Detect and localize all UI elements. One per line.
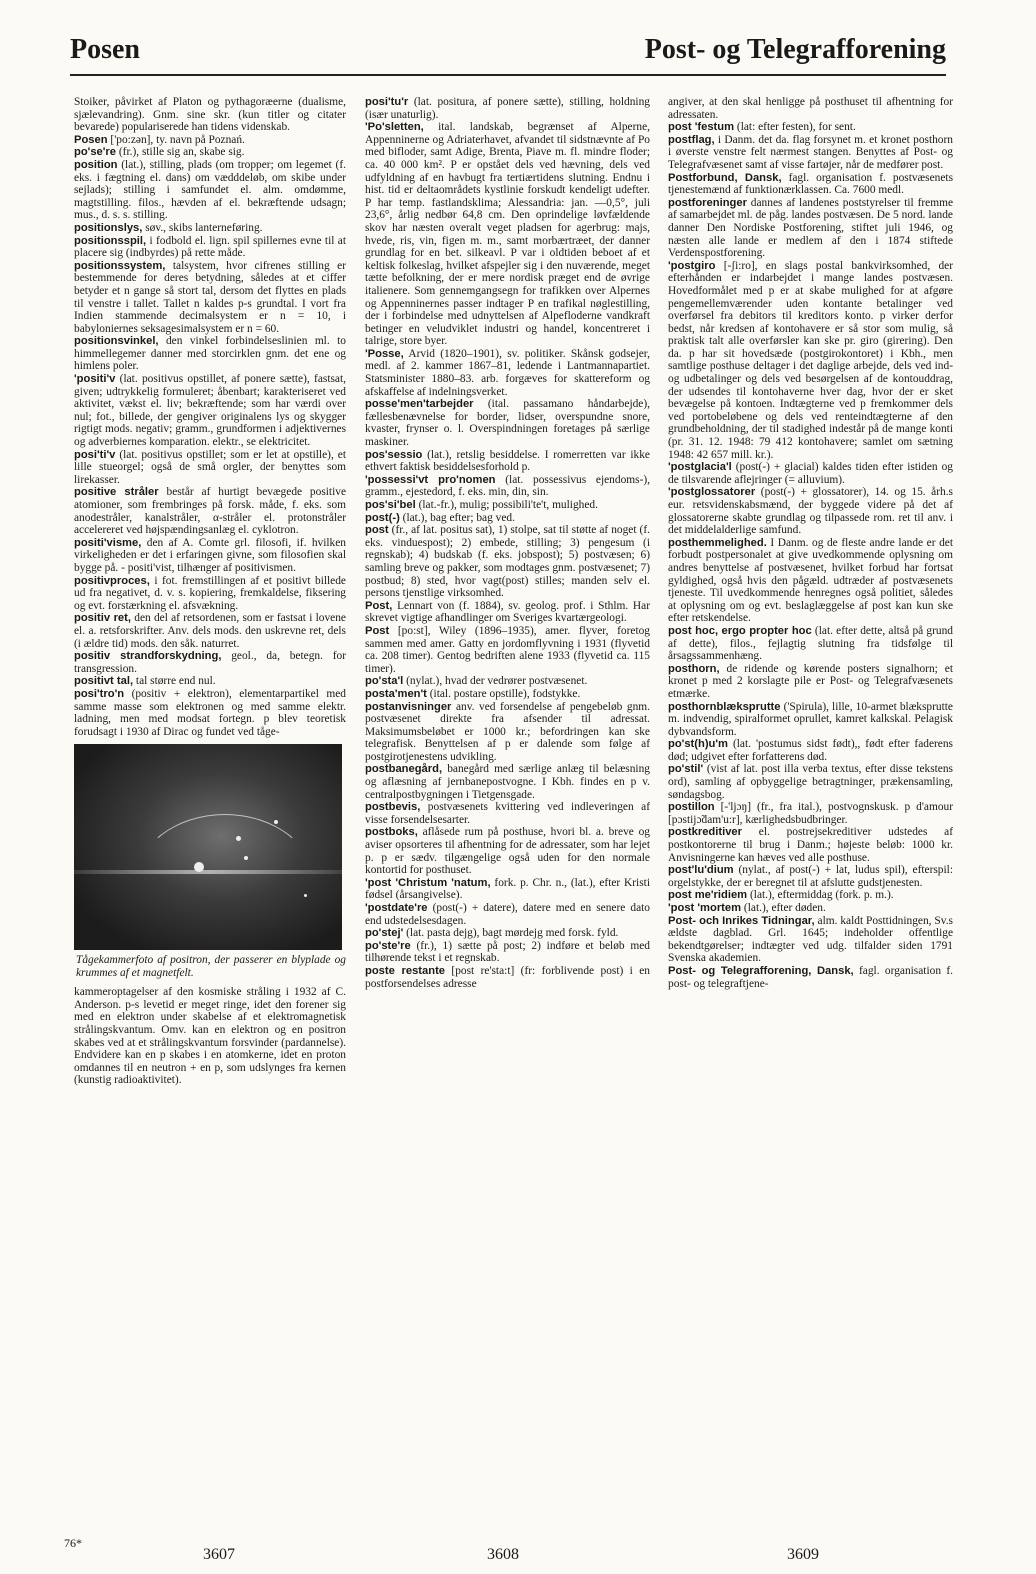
entry-headword: postkreditiver — [668, 826, 742, 839]
page-header — [70, 34, 946, 74]
entry-headword: posthorn, — [668, 662, 720, 675]
dictionary-entry — [668, 96, 953, 121]
dictionary-entry — [668, 260, 953, 462]
entry-definition: (fr.), stille sig an, skabe sig. — [116, 146, 245, 159]
entry-definition: i fot. fremstillingen af et positivt billede ud fra negativet, d. v. s. kopiering, fremkaldelse, fiksering og evt. forstærkning el. afsvækning. — [74, 574, 346, 612]
entry-headword: pos'sessio — [365, 448, 423, 461]
dictionary-entry — [365, 398, 650, 448]
dictionary-entry — [74, 575, 346, 613]
entry-definition: ['po:zən], ty. navn på Poznań. — [107, 133, 245, 146]
entry-definition: [po:st], Wiley (1896–1935), amer. flyver, foretog sammen med amer. Gatty en jordomflyvning i 1931 (flyvetid ca. 208 timer). Gentog bedriften alene 1933 (flyvetid ca. 115 timer). — [365, 624, 650, 675]
entry-headword: Posen — [74, 133, 108, 146]
entry-definition: i fodbold el. lign. spil spillernes evne til at placere sig (indbyrdes) på rette måde. — [74, 234, 346, 260]
entry-definition: (vist af lat. post illa verba textus, efter disse tekstens ord), samling af opbyggelige betragtninger, prækensamling, søndagsbog. — [668, 763, 953, 801]
entry-definition: [-ʃi:ro], en slags postal bankvirksomhed, der efterhånden er indarbejdet i mange landes postvæsen. Hovedformålet med p er at skabe mulighed for at afgøre pengemellemværender uden kontante betalinger ved overførsel fra debitors til kreditors konto. p virker derfor bedst, når kredsen af kontohavere er så stor som mulig, så praktisk talt alle overførsler kan ske pr. giro (girering). Den da. p har sit hovedsæde (postgirokontoret) i Kbh., men samtlige posthuse deltager i det daglige arbejde, dels ved ind- og udbetalinger og dels ved besørgelsen af de kontouddrag, der udsendes til kontohaverne hver dag, hvor der er sket bevægelse på kontoen. Indtægterne ved p fremkommer dels ved portobeløbene og dels ved renteindtægterne af den grundbeholdning, der til stadighed indestår på de mange konti (pr. 31. 12. 1948: 79 412 kontohavere; samlet om sætning 1948: 42 657 mill. kr.). — [668, 259, 953, 461]
dictionary-entry — [668, 915, 953, 965]
entry-definition: (lat. 'postumus sidst født),, født efter faderens død; udgivet efter forfatterens død. — [668, 738, 953, 763]
dictionary-entry — [668, 902, 953, 915]
entry-headword: postbevis, — [365, 801, 421, 814]
dictionary-entry — [668, 172, 953, 197]
dictionary-entry — [74, 675, 346, 688]
column-number-1: 3607 — [203, 1546, 235, 1563]
dictionary-entry — [365, 512, 650, 525]
entry-definition: dannes af landenes poststyrelser til fremme af samarbejdet ml. de påg. landes postvæsen. De 5 nord. lande danner Den Nordiske Postforening, stiftet juli 1946, og næsten alle lande er medlem af den i 1874 stiftede Verdenspostforening. — [668, 196, 953, 260]
entry-headword: po'stej' — [365, 927, 404, 940]
header-left-guideword: Posen — [70, 34, 140, 65]
dictionary-entry — [668, 701, 953, 739]
entry-definition: den vinkel forbindelseslinien ml. to himmellegemer danner med storcirklen gnm. det ene og himlens poler. — [74, 335, 346, 373]
entry-headword: 'postgiro — [668, 259, 716, 272]
entry-definition: (lat.), efter døden. — [741, 902, 826, 914]
entry-definition: ital. landskab, begrænset af Alperne, Appenninerne og Adriaterhavet, afvandet til sidstnævnte af Po med bifloder, samt Adige, Brenta, Piave m. fl. mindre floder; ca. 40 000 km². P er opstået dels ved hævning, dels ved udfyldning af en havbugt fra tertiærtidens slutning. Endnu i hist. tid er deltaområdets kystlinie forskudt kendeligt udefter. P har temp. fastlandsklima; Alessandria: jan. —0,5°, juli 23,6°, årlig nedbør 64,8 cm. Den oprindelige løvfældende skov har næsten overalt veget pladsen for agerbrug: majs, hvede, ris, vin, figen m. m., samt morbærtræet, der danner grundlag for en bet. silkeavl. P var i oldtiden beboet af et keltisk folkeslag, hvilket afspejler sig i den nuværende, meget tætte befolkning, der er mere nordisk præget end de øvrige italienere. Som gennemgangsegn for trafikken over Alpernes og Appenninernes passer indtager P en trafikal nøglestilling, der i forbindelse med udnyttelsen af Alpefloderne vandkraft betinger en veludviklet industri og handel, koncentreret i talrige, store byer. — [365, 121, 650, 348]
entry-headword: Postforbund, Dansk, — [668, 171, 782, 184]
entry-headword: post hoc, ergo propter hoc — [668, 624, 812, 637]
dictionary-entry — [74, 260, 346, 336]
dictionary-entry — [74, 688, 346, 738]
entry-headword: po'se're — [74, 146, 117, 159]
entry-headword: po'ste're — [365, 939, 411, 952]
entry-headword: Post- och Inrikes Tidningar, — [668, 914, 815, 927]
entry-headword: po'stil' — [668, 763, 704, 776]
column-number-3: 3609 — [787, 1546, 819, 1563]
entry-headword: poste restante — [365, 964, 446, 977]
entry-definition: (lat. positura, af ponere sætte), stilling, holdning (især unaturlig). — [365, 96, 650, 121]
bright-spot — [274, 820, 278, 824]
entry-headword: position — [74, 158, 118, 171]
entry-headword: posthemmelighed. — [668, 536, 767, 549]
entry-definition: (lat: efter festen), for sent. — [734, 121, 856, 134]
entry-headword: posi'ti'v — [74, 448, 116, 461]
entry-headword: po'sta'l — [365, 675, 404, 688]
entry-headword: post — [365, 524, 389, 537]
dictionary-entry — [668, 461, 953, 486]
header-right-guideword: Post- og Telegrafforening — [644, 34, 946, 65]
dictionary-entry — [668, 801, 953, 826]
entry-headword: post'lu'dium — [668, 864, 734, 877]
dictionary-entry — [74, 650, 346, 675]
entry-definition: angiver, at den skal henligge på posthuset til afhentning for adressaten. — [668, 96, 953, 121]
entry-definition: fagl. organisation f. postvæsenets tjenestemænd af funktionærklassen. Ca. 7600 medl. — [668, 171, 953, 197]
entry-headword: posta'men't — [365, 687, 427, 700]
dictionary-entry — [365, 763, 650, 801]
entry-headword: 'positi'v — [74, 373, 116, 386]
entry-headword: post me'ridiem — [668, 889, 748, 902]
dictionary-entry — [365, 940, 650, 965]
entry-headword: postforeninger — [668, 196, 747, 209]
entry-headword: positionslys, — [74, 221, 143, 234]
entry-definition: søv., skibs lanterneføring. — [142, 221, 263, 234]
entry-definition: (lat. efter dette, altså på grund af dette), filos., fejlagtig slutning fra tidsfølge til årsagssammenhæng. — [668, 624, 953, 663]
dictionary-entry — [668, 197, 953, 260]
entry-headword: posi'tu'r — [365, 96, 409, 108]
entry-headword: posi'tro'n — [74, 687, 125, 700]
cloud-chamber-photo — [74, 744, 342, 950]
signature-mark: 76* — [64, 1536, 82, 1550]
entry-headword: positive stråler — [74, 486, 159, 499]
entry-continuation: kammeroptagelser af den kosmiske stråling i 1932 af C. Anderson. p-s levetid er meget ringe, idet den forener sig med en elektron under skabelse af et elektromagnetisk strålingskvantum. Omv. kan en elektron og en positron skabes ved at et strålingskvantum forsvinder (pardannelse). Endvidere kan en p skabes i en atomkerne, idet en proton omdannes til en neutron + en p, som udslynges fra kernen (kunstig radioaktivitet). — [74, 986, 346, 1087]
entry-definition: (fr.), 1) sætte på post; 2) indføre et beløb med tilhørende tekst i et regnskab. — [365, 939, 650, 965]
entry-definition: (lat.), stilling, plads (om tropper; om legemet (f. eks. i fægtning el. dans) om vædddeløb, om skibe under sejlads); stilling i samfundet el. alm. omdømme, magtstilling. filos., hævden af el. bekræftende udsagn; mus., d. s. s. stilling. — [74, 158, 346, 222]
entry-headword: positiv strandforskydning, — [74, 650, 222, 663]
entry-definition: (fr., af lat. positus sat), 1) stolpe, sat til støtte af noget (f. eks. vinduespost); 2) embede, stilling; 3) pengesum (i regnskab); 4) budskab (f. eks. jobspost); 5) postvæsen; 6) samling breve og pakker, som modtages gnm. postvæsenet; 7) postbud; 8) sted, hvor vagt(post) stilles; manden selv el. persons tjenstlige virksomhed. — [365, 524, 650, 600]
entry-definition: (post(-) + datere), datere med en senere dato end udstedelsesdagen. — [365, 902, 650, 927]
dictionary-entry — [74, 612, 346, 650]
entry-headword: postbanegård, — [365, 763, 443, 776]
entry-definition: (positiv + elektron), elementarpartikel med samme masse som elektronen og med samme elektr. ladning, men med modsat fortegn. p blev teoretisk forudsagt i 1930 af Dirac og fundet ved tåge- — [74, 687, 346, 738]
dictionary-entry — [74, 373, 346, 449]
dictionary-entry — [668, 663, 953, 701]
dictionary-entry — [365, 701, 650, 764]
entry-headword: 'Posse, — [365, 347, 404, 360]
entry-headword: po'st(h)u'm — [668, 738, 729, 751]
entry-definition: (lat. pasta dejg), bagt mørdejg med forsk. fyld. — [403, 927, 619, 940]
dictionary-entry — [365, 474, 650, 499]
entry-headword: Post — [365, 624, 390, 637]
entry-definition: den af A. Comte grl. filosofi, if. hvilken virkeligheden er det i erfaringen givne, som filosofien skal bygge på. - positi'vist, tilhænger af positivismen. — [74, 536, 346, 574]
entry-definition: I Danm. og de fleste andre lande er det forbudt postpersonalet at give uvedkommende oplysning om andres benyttelse af postvæsenet, hvilket forbud har fortsat gyldighed, også hvis den pågæld. udtræder af postvæsenets tjeneste. Til uvedkommende henregnes også politiet, således at oplysning om og evt. beslaglæggelse af post kan kun ske efter retskendelse. — [668, 536, 953, 625]
entry-definition: (lat. possessivus ejendoms-), gramm., ejestedord, f. eks. min, din, sin. — [365, 473, 650, 499]
entry-headword: 'Po'sletten, — [365, 121, 424, 134]
entry-headword: 'post 'Christum 'natum, — [365, 876, 491, 889]
photo-caption: Tågekammerfoto af positron, der passerer en blyplade og krummes af et magnetfelt. — [76, 954, 346, 980]
column-1 — [74, 96, 346, 1511]
column-2-entries — [365, 96, 650, 990]
entry-definition: fork. p. Chr. n., (lat.), efter Kristi fødsel (årsangivelse). — [365, 876, 650, 902]
entry-definition: (nylat., af post(-) + lat, ludus spil), efterspil: orgelstykke, der er beregnet til at afslutte gudstjenesten. — [668, 864, 953, 889]
entry-definition: (lat.), bag efter; bag ved. — [399, 511, 515, 524]
entry-definition: Stoiker, påvirket af Platon og pythagoræerne (dualisme, sjælevandring). Gnm. sine skr. (kun titler og citater bevarede) populariserede han tidens videnskab. — [74, 96, 346, 134]
dictionary-entry — [365, 348, 650, 398]
column-2 — [365, 96, 650, 1516]
entry-definition: (lat. positivus opstillet, af ponere sætte), fastsat, given; udtrykkelig formuleret; åbenbart; karakteriseret ved aktivitet, vækst el. liv; bekræftende; som har værdi over nul; fot., billede, der gengiver originalens lys og skygger rigtigt mods. negativ; gramm., grundformen i adjektivernes og adverbiernes komparation. elektr., se elektricitet. — [74, 373, 346, 449]
dictionary-entry — [668, 889, 953, 902]
entry-definition: aflåsede rum på posthuse, hvori bl. a. breve og aviser opsorteres til afhentning for de adressater, som har lejet p. p er sædv. tilgængelige også uden for den normale kontortid for posthuset. — [365, 826, 650, 877]
dictionary-entry — [365, 96, 650, 121]
dictionary-entry — [365, 625, 650, 675]
entry-definition: ('Spirula), lille, 10-armet blæksprutte m. indvendig, spiralformet oprullet, kamret kalkskal. Pelagisk dybvandsform. — [668, 700, 953, 738]
entry-headword: postillon — [668, 801, 715, 814]
dictionary-entry — [365, 826, 650, 876]
entry-definition: el. postrejsekreditiver udstedes af postkontorerne til brug i Danm.; højeste beløb: 1000 kr. Anvisningerne kan hæves ved alle posthuse. — [668, 826, 953, 864]
entry-headword: positiv ret, — [74, 612, 131, 625]
column-3 — [668, 96, 953, 1516]
dictionary-entry — [365, 524, 650, 600]
entry-headword: 'postglossatorer — [668, 486, 756, 499]
entry-definition: alm. kaldt Posttidningen, Sv.s ældste dagblad. Grl. 1645; indeholder offentlige bekendtgørelser; indtægter ved udg. tilfalder siden 1791 Svenska akademien. — [668, 914, 953, 965]
entry-headword: 'postdate're — [365, 902, 428, 914]
column-3-entries — [668, 96, 953, 990]
dictionary-entry — [365, 121, 650, 348]
entry-definition: (post(-) + glacial) kaldes tiden efter istiden og de tilsvarende aflejringer (= alluvium). — [668, 461, 953, 486]
dictionary-entry — [668, 625, 953, 663]
entry-definition: (lat.), retslig besiddelse. I romerretten var ikke ethvert faktisk besiddelsesforhold p. — [365, 448, 650, 474]
entry-headword: positionssystem, — [74, 259, 166, 272]
entry-headword: 'possessi'vt pro'nomen — [365, 473, 496, 486]
entry-headword: postflag, — [668, 133, 715, 146]
entry-definition: (lat.-fr.), mulig; possibili'te't, mulighed. — [415, 499, 598, 511]
dictionary-entry — [74, 335, 346, 373]
dictionary-entry — [668, 121, 953, 134]
entry-headword: posthornblæksprutte — [668, 700, 781, 713]
dictionary-entry — [668, 537, 953, 625]
entry-definition: talsystem, hvor cifrenes stilling er bestemmende for deres betydning, således at et ciffer betyder et n gange så stort tal, dersom det flyttes en plads til venstre i tallet. Tallet n kaldes p-s grundtal. I vort fra Indien stammende decimalsystem er n = 10, i babyloniernes seksagesimalsystem er n = 60. — [74, 259, 346, 335]
header-rule — [70, 74, 946, 76]
entry-headword: postboks, — [365, 826, 418, 839]
entry-definition: (nylat.), hvad der vedrører postvæsenet. — [403, 675, 588, 688]
dictionary-entry — [365, 965, 650, 990]
entry-headword: postanvisninger — [365, 700, 452, 713]
entry-definition: de ridende og kørende posters signalhorn; et kronet p med 2 korslagte pile er Post- og Telegrafvæsenets etmærke. — [668, 662, 953, 700]
dictionary-entry — [74, 222, 346, 235]
dictionary-entry — [74, 146, 346, 159]
entry-headword: Post, — [365, 599, 393, 612]
dictionary-entry — [668, 826, 953, 864]
positron-track — [134, 814, 316, 950]
dictionary-entry — [365, 675, 650, 688]
entry-headword: 'postglacia'l — [668, 461, 732, 474]
entry-headword: pos'si'bel — [365, 499, 416, 511]
entry-headword: post(-) — [365, 511, 400, 524]
entry-definition: (lat.), eftermiddag (fork. p. m.). — [747, 889, 894, 902]
entry-definition: (post(-) + glossatorer), 14. og 15. årh.s eur. retsvidenskabsmænd, der byggede videre på det af glossatorerne skabte grundlag og tilpassede rom. ret til anv. i det middelalderlige samfund. — [668, 486, 953, 537]
entry-headword: posse'men'tarbejder — [365, 398, 474, 411]
entry-definition: den del af retsordenen, som er fastsat i lovene el. a. retsforskrifter. Anv. dels mods. den uskrevne ret, dels (i ældre tid) mods. den såk. naturret. — [74, 612, 346, 650]
dictionary-entry — [74, 449, 346, 487]
column-number-2: 3608 — [487, 1546, 519, 1563]
dictionary-entry — [668, 864, 953, 889]
entry-headword: 'post 'mortem — [668, 902, 742, 914]
entry-definition: Arvid (1820–1901), sv. politiker. Skånsk godsejer, medl. af 2. kammer 1867–81, ledende i Lantmannapartiet. Statsminister 1880–83. arb. forgæves for skattereform og afskaffelse af indelningsverket. — [365, 347, 650, 398]
entry-definition: består af hurtigt bevægede positive atomioner, som frembringes på forsk. måde, f. eks. som anodestråler, kanalstråler, α-stråler el. protonstråler accelereret ved højspændingsanlæg el. cyklotron. — [74, 486, 346, 537]
column-1-entries — [74, 96, 346, 738]
dictionary-entry — [74, 159, 346, 222]
dictionary-entry — [365, 499, 650, 512]
entry-definition: banegård med særlige anlæg til belæsning og aflæsning af jernbanepostvogne. I Kbh. findes en p v. centralpostbygningen i Tietgensgade. — [365, 763, 650, 801]
entry-definition: (lat. positivus opstillet; som er let at opstille), et lille stueorgel; også de små orgler, der benyttes som lirekasser. — [74, 448, 346, 486]
dictionary-entry — [365, 688, 650, 701]
entry-definition: fagl. organisation f. post- og telegraftjene- — [668, 964, 953, 990]
dictionary-entry — [668, 486, 953, 536]
entry-definition: i Danm. det da. flag forsynet m. et kronet posthorn i øverste venstre felt nærmest stangen. Benyttes af Post- og Telegrafvæsenet samt af visse fartøjer, når de medfører post. — [668, 133, 953, 171]
dictionary-entry — [365, 877, 650, 902]
dictionary-entry — [74, 134, 346, 147]
entry-headword: Post- og Telegrafforening, Dansk, — [668, 964, 854, 977]
entry-definition: anv. ved forsendelse af pengebeløb gnm. postvæsenet direkte fra afsender til adressat. Maksimumsbeløbet er 1000 kr.; befordringen kan ske telegrafisk. Benyttelsen af p er dalende som følge af postgirotjenestens udvikling. — [365, 700, 650, 763]
dictionary-entry — [365, 902, 650, 927]
entry-headword: positionsspil, — [74, 234, 147, 247]
dictionary-entry — [74, 537, 346, 575]
entry-definition: tal større end nul. — [133, 675, 216, 688]
dictionary-entry — [668, 134, 953, 172]
entry-definition: geol., da, betegn. for transgression. — [74, 650, 346, 675]
entry-definition: [-'ljɔŋ] (fr., fra ital.), postvognskusk. p d'amour [pɔstijɔ̃dam'u:r], kærlighedsbudbringer. — [668, 801, 953, 826]
dictionary-entry — [365, 600, 650, 625]
entry-definition: postvæsenets kvittering ved indleveringen af visse forsendelsesarter. — [365, 801, 650, 826]
dictionary-entry — [74, 486, 346, 536]
dictionary-entry — [365, 927, 650, 940]
entry-definition: (ital. passamano håndarbejde), fællesbenævnelse for border, lidser, overspundne snore, kvaster, frynser o. l. Overspindningen foretages på særlige maskiner. — [365, 398, 650, 449]
dictionary-entry — [74, 235, 346, 260]
dictionary-entry — [74, 96, 346, 134]
dictionary-entry — [668, 763, 953, 801]
dictionary-entry — [668, 965, 953, 990]
dictionary-entry — [668, 738, 953, 763]
entry-definition: (ital. postare opstille), fodstykke. — [426, 687, 581, 700]
entry-headword: positi'visme, — [74, 536, 142, 549]
dictionary-entry — [365, 801, 650, 826]
entry-definition: [post re'sta:t] (fr: forblivende post) i en postforsendelses adresse — [365, 964, 650, 990]
entry-headword: positionsvinkel, — [74, 335, 159, 348]
entry-headword: positivt tal, — [74, 675, 134, 688]
dictionary-entry — [365, 449, 650, 474]
entry-headword: post 'festum — [668, 121, 735, 134]
entry-definition: Lennart von (f. 1884), sv. geolog. prof. i Sthlm. Har skrevet vigtige afhandlinger om Sveriges kvartærgeologi. — [365, 599, 650, 625]
entry-headword: positivproces, — [74, 574, 150, 587]
